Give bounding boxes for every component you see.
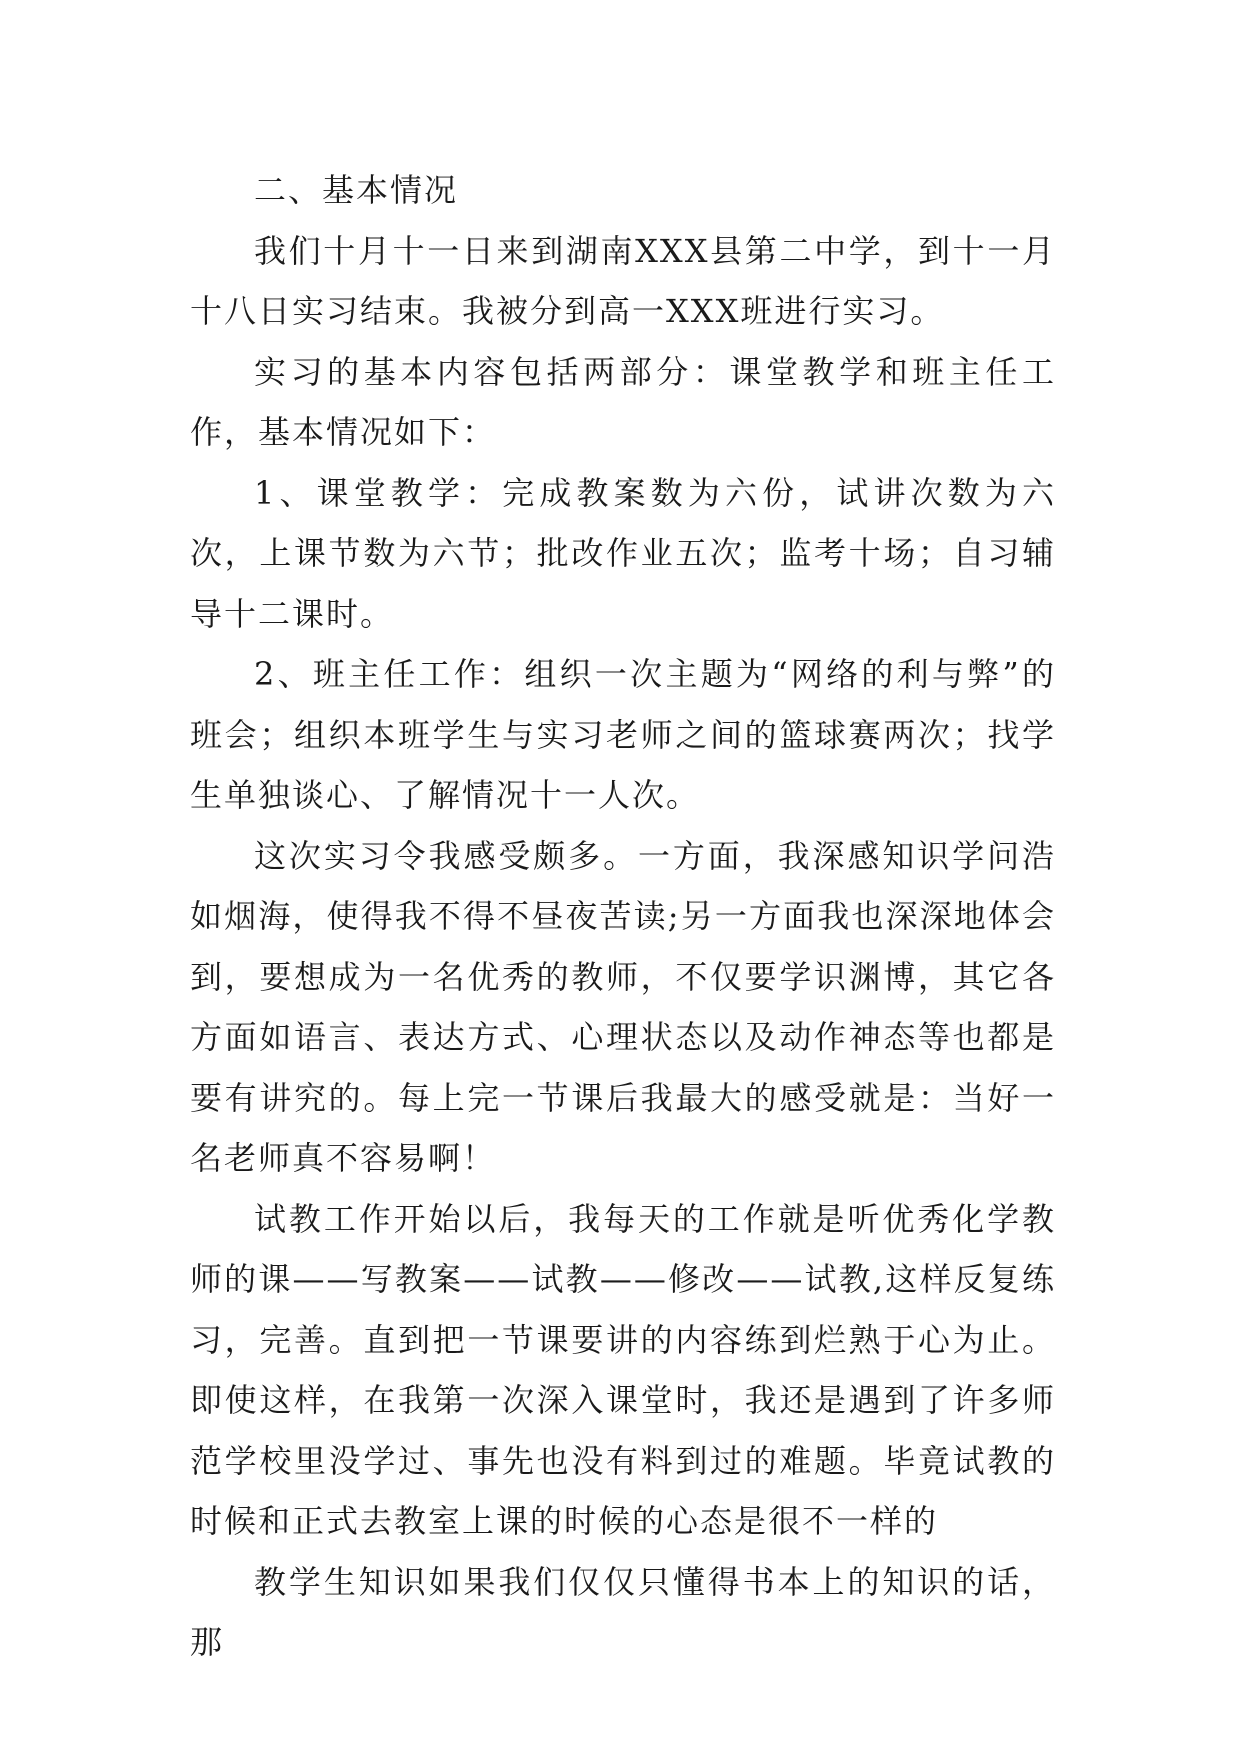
paragraph: 试教工作开始以后，我每天的工作就是听优秀化学教师的课——写教案——试教——修改——试教,这样反复练习，完善。直到把一节课要讲的内容练到烂熟于心为止。即使这样，在我第一次深入课堂时，我还是遇到了许多师范学校里没学过、事先也没有料到过的难题。毕竟试教的时候和正式去教室上课的时候的心态是很不一样的 [190,1199,1056,1540]
paragraph: 1、课堂教学：完成教案数为六份，试讲次数为六次，上课节数为六节；批改作业五次；监考十场；自习辅导十二课时。 [190,473,1056,633]
paragraph: 我们十月十一日来到湖南XXX县第二中学，到十一月十八日实习结束。我被分到高一XXX班进行实习。 [190,231,1056,330]
paragraph: 教学生知识如果我们仅仅只懂得书本上的知识的话，那 [190,1562,1056,1661]
paragraph: 2、班主任工作：组织一次主题为“网络的利与弊”的班会；组织本班学生与实习老师之间的篮球赛两次；找学生单独谈心、了解情况十一人次。 [190,655,1056,814]
paragraph: 实习的基本内容包括两部分：课堂教学和班主任工作，基本情况如下： [190,352,1056,451]
paragraph: 这次实习令我感受颇多。一方面，我深感知识学问浩如烟海，使得我不得不昼夜苦读;另一方面我也深深地体会到，要想成为一名优秀的教师，不仅要学识渊博，其它各方面如语言、表达方式、心理状态以及动作神态等也都是要有讲究的。每上完一节课后我最大的感受就是：当好一名老师真不容易啊！ [190,836,1056,1177]
document-body [190,160,1056,1673]
section-heading: 二、基本情况 [254,171,459,209]
